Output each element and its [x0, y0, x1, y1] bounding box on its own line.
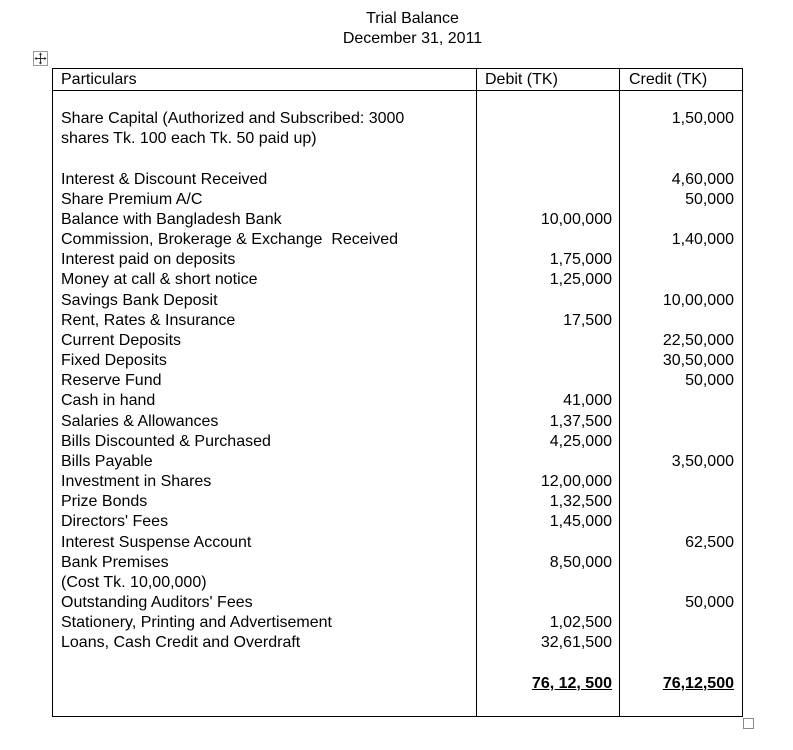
- table-row: [53, 452, 742, 472]
- credit-cell: 50,000: [685, 372, 734, 390]
- particular-cell: Bills Payable: [61, 452, 153, 470]
- particular-cell: (Cost Tk. 10,00,000): [61, 573, 207, 591]
- table-row: [53, 291, 742, 311]
- table-row: [53, 250, 742, 270]
- particular-cell: Commission, Brokerage & Exchange Received: [61, 231, 399, 249]
- particular-cell: Share Capital (Authorized and Subscribed: 3000: [61, 110, 405, 127]
- trial-balance-table: [52, 68, 743, 717]
- table-move-handle[interactable]: [33, 51, 48, 66]
- document-date: December 31, 2011: [342, 30, 483, 47]
- move-icon: [34, 52, 47, 65]
- particular-cell-continued: shares Tk. 100 each Tk. 50 paid up): [61, 130, 317, 148]
- table-row: [53, 553, 742, 573]
- table-row: [53, 170, 742, 190]
- credit-cell: 22,50,000: [662, 331, 734, 349]
- table-row: [53, 633, 742, 653]
- particular-cell: Loans, Cash Credit and Overdraft: [61, 634, 301, 652]
- table-row: [53, 613, 742, 633]
- debit-cell: 12,00,000: [540, 473, 612, 491]
- table-row: [53, 371, 742, 391]
- credit-cell: 10,00,000: [662, 291, 734, 309]
- particular-cell: Stationery, Printing and Advertisement: [61, 614, 332, 632]
- table-row: [53, 230, 742, 250]
- debit-cell: 32,61,500: [540, 634, 612, 652]
- debit-cell: 10,00,000: [540, 210, 612, 228]
- particular-cell: Cash in hand: [61, 392, 156, 410]
- table-row: [53, 492, 742, 512]
- table-row: [53, 512, 742, 532]
- credit-cell: 50,000: [685, 594, 734, 612]
- table-row: [53, 573, 742, 593]
- table-row: [53, 351, 742, 371]
- spacer-row: [53, 149, 742, 169]
- debit-cell: 1,45,000: [549, 513, 612, 531]
- particular-cell: Balance with Bangladesh Bank: [61, 210, 282, 228]
- particular-cell: Bank Premises: [61, 553, 169, 571]
- particular-cell: Prize Bonds: [61, 493, 148, 511]
- particular-cell: Bills Discounted & Purchased: [61, 432, 271, 450]
- table-row: [53, 593, 742, 613]
- credit-cell: 30,50,000: [662, 352, 734, 370]
- table-row: [53, 391, 742, 411]
- table-body: [53, 109, 742, 692]
- particular-cell: Investment in Shares: [61, 473, 212, 491]
- particular-cell: Reserve Fund: [61, 372, 162, 390]
- credit-cell: 1,50,000: [671, 110, 734, 127]
- table-row: [53, 210, 742, 230]
- spacer-row: [53, 654, 742, 674]
- particular-cell: Savings Bank Deposit: [61, 291, 218, 309]
- particular-cell: Money at call & short notice: [61, 271, 258, 289]
- credit-cell: 1,40,000: [671, 231, 734, 249]
- credit-cell: 62,500: [685, 533, 734, 551]
- table-row: [53, 533, 742, 553]
- debit-cell: 1,37,500: [549, 412, 612, 430]
- particular-cell: Interest Suspense Account: [61, 533, 252, 551]
- particular-cell: Interest paid on deposits: [61, 251, 236, 269]
- header-debit: Debit (TK): [485, 71, 558, 88]
- particular-cell: Current Deposits: [61, 331, 182, 349]
- document-title: Trial Balance: [366, 10, 459, 27]
- table-row: [53, 331, 742, 351]
- table-row: [53, 412, 742, 432]
- table-row: [53, 190, 742, 210]
- debit-cell: 1,32,500: [549, 493, 612, 511]
- table-row: [53, 432, 742, 452]
- debit-cell: 1,02,500: [549, 614, 612, 632]
- credit-cell: 50,000: [685, 190, 734, 208]
- table-resize-handle[interactable]: [743, 718, 754, 729]
- particular-cell: Outstanding Auditors' Fees: [61, 594, 253, 612]
- particular-cell: Salaries & Allowances: [61, 412, 219, 430]
- credit-total: 76,12,500: [662, 674, 734, 692]
- credit-cell: 3,50,000: [671, 452, 734, 470]
- table-row: [53, 270, 742, 290]
- particular-cell: Interest & Discount Received: [61, 170, 268, 188]
- debit-cell: 1,75,000: [549, 251, 612, 269]
- debit-cell: 4,25,000: [549, 432, 612, 450]
- table-row: [53, 311, 742, 331]
- credit-cell: 4,60,000: [671, 170, 734, 188]
- header-particulars: Particulars: [61, 71, 137, 88]
- header-credit: Credit (TK): [629, 71, 708, 88]
- table-row: [53, 472, 742, 492]
- debit-total: 76, 12, 500: [531, 674, 612, 692]
- particular-cell: Rent, Rates & Insurance: [61, 311, 236, 329]
- particular-cell: Fixed Deposits: [61, 352, 167, 370]
- debit-cell: 41,000: [563, 392, 612, 410]
- debit-cell: 17,500: [563, 311, 612, 329]
- table-row: [53, 109, 742, 149]
- particular-cell: Directors' Fees: [61, 513, 169, 531]
- debit-cell: 8,50,000: [549, 553, 612, 571]
- debit-cell: 1,25,000: [549, 271, 612, 289]
- particular-cell: Share Premium A/C: [61, 190, 203, 208]
